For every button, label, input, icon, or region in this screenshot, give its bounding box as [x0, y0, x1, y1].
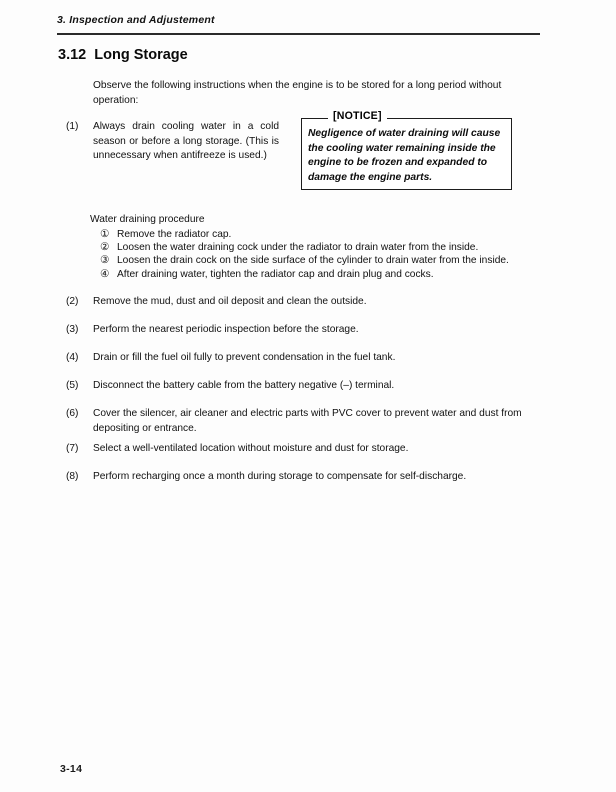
list-item [66, 120, 279, 164]
list-item [66, 407, 534, 436]
list-item [66, 470, 536, 485]
procedure-step [100, 241, 540, 254]
procedure-step [100, 254, 540, 267]
notice-body: Negligence of water draining will cause the cooling water remaining inside the engine to be frozen and expanded to damage the engine parts. [308, 128, 501, 183]
procedure-list [100, 228, 540, 281]
list-item-text: Select a well-ventilated location without moisture and dust for storage. [93, 443, 409, 454]
procedure-step-text: Remove the radiator cap. [117, 229, 232, 240]
list-item-marker: (2) [66, 296, 79, 307]
circled-number-icon: ② [100, 242, 110, 254]
list-item [66, 323, 536, 338]
header-divider-rule [57, 33, 540, 35]
list-item-text: Perform recharging once a month during storage to compensate for self-discharge. [93, 471, 467, 482]
procedure-step-text: After draining water, tighten the radiator cap and drain plug and cocks. [117, 268, 434, 280]
list-item [66, 379, 536, 394]
list-item-marker: (5) [66, 380, 79, 391]
list-item-text: Cover the silencer, air cleaner and electric parts with PVC cover to prevent water and dust from depositing or entrance. [93, 408, 522, 434]
list-item [66, 295, 536, 310]
procedure-step [100, 268, 540, 281]
list-item-marker: (6) [66, 408, 79, 419]
page-number: 3-14 [60, 763, 83, 775]
list-item-text: Perform the nearest periodic inspection before the storage. [93, 324, 359, 335]
circled-number-icon: ④ [100, 268, 110, 280]
circled-number-icon: ① [100, 229, 110, 240]
intro-paragraph: Observe the following instructions when the engine is to be stored for a long period without operation: [93, 80, 502, 106]
list-item [66, 351, 536, 366]
list-item-text: Disconnect the battery cable from the battery negative (–) terminal. [93, 380, 395, 391]
procedure-step-text: Loosen the drain cock on the side surface of the cylinder to drain water from the inside. [117, 255, 509, 267]
procedure-step [100, 228, 540, 241]
list-item-marker: (3) [66, 324, 79, 335]
circled-number-icon: ③ [100, 255, 110, 267]
list-item-text: Remove the mud, dust and oil deposit and clean the outside. [93, 296, 367, 307]
list-item-marker: (4) [66, 352, 79, 363]
procedure-title: Water draining procedure [90, 214, 205, 225]
procedure-step-text: Loosen the water draining cock under the radiator to drain water from the inside. [117, 242, 479, 254]
list-item-marker: (1) [66, 121, 79, 132]
list-item-marker: (8) [66, 471, 79, 482]
notice-title: [NOTICE] [328, 110, 387, 122]
list-item-marker: (7) [66, 443, 79, 454]
list-item-text: Drain or fill the fuel oil fully to prevent condensation in the fuel tank. [93, 352, 396, 363]
list-item [66, 442, 536, 457]
running-header: 3. Inspection and Adjustement [57, 14, 215, 26]
page-title: 3.12 Long Storage [58, 47, 188, 63]
notice-box [301, 110, 512, 190]
list-item-text: Always drain cooling water in a cold season or before a long storage. (This is unnecessary when antifreeze is used.) [93, 121, 279, 162]
